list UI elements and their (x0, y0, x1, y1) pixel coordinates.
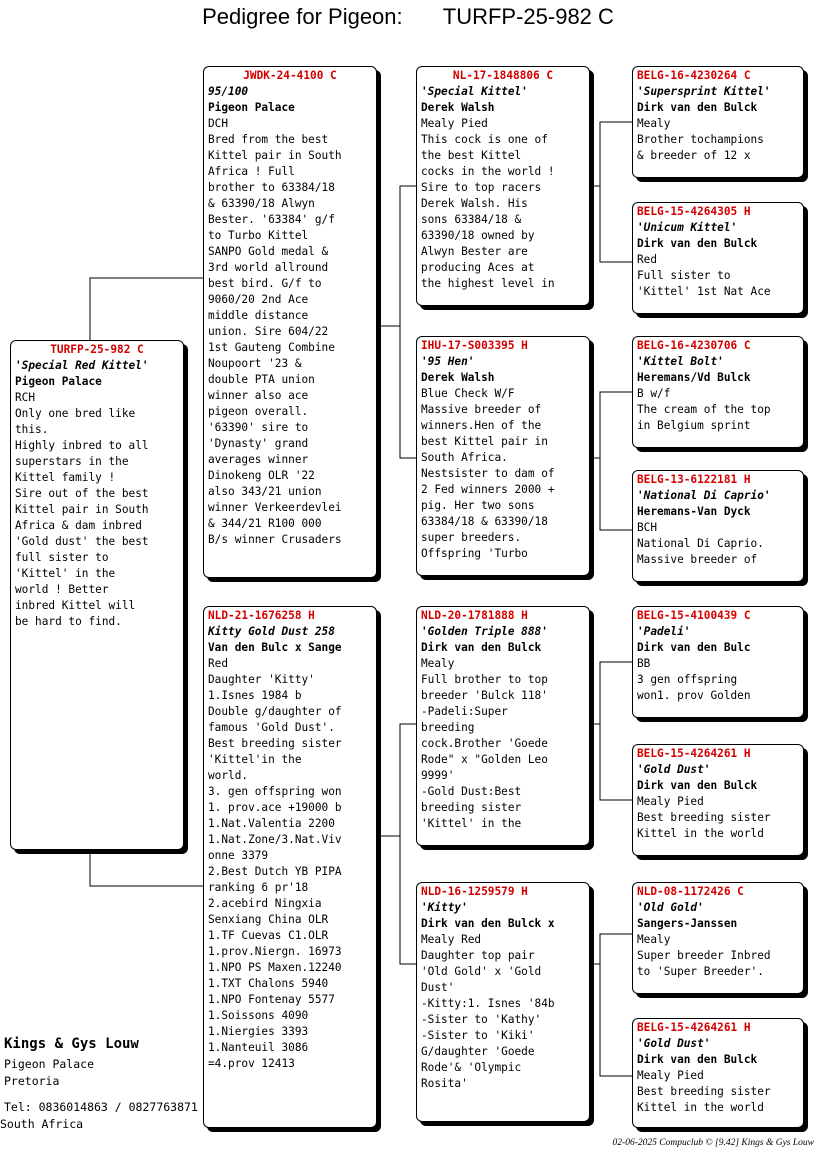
breeder: Heremans/Vd Bulck (637, 371, 751, 384)
owner-info (0, 1034, 198, 1133)
pigeon-name: 'Padeli' (637, 625, 691, 638)
color: Red (208, 657, 229, 670)
notes: Daughter top pair 'Old Gold' x 'Gold Dust' -Kitty:1. Isnes '84b -Sister to 'Kathy' -Sister to 'Kiki' G/daughter 'Goede Rode'& 'Olympic Rosita' (421, 949, 555, 1090)
notes: Brother tochampions & breeder of 12 x (637, 133, 764, 162)
ring-number: JWDK-24-4100 C (243, 69, 337, 82)
notes: Best breeding sister Kittel in the world (637, 1085, 771, 1114)
pigeon-card-dam[interactable] (203, 606, 377, 1128)
ring-number: NLD-20-1781888 H (421, 609, 528, 622)
pigeon-name: Kitty Gold Dust 258 (208, 625, 335, 638)
pigeon-name: 'Old Gold' (637, 901, 704, 914)
breeder: Dirk van den Bulck (637, 1053, 758, 1066)
pigeon-name: 'Gold Dust' (637, 1037, 711, 1050)
pigeon-card-ds[interactable] (416, 606, 590, 846)
ring-number: NL-17-1848806 C (452, 69, 554, 82)
pigeon-card-ss[interactable] (416, 66, 590, 306)
breeder: Dirk van den Bulck x (421, 917, 555, 930)
ring-number: NLD-21-1676258 H (208, 609, 315, 622)
ring-number: BELG-15-4100439 C (637, 609, 751, 622)
color: Mealy Pied (637, 795, 704, 808)
ring-number: TURFP-25-982 C (50, 343, 144, 356)
notes: Best breeding sister Kittel in the world (637, 811, 771, 840)
pigeon-card-sss[interactable] (632, 66, 804, 178)
notes: National Di Caprio. Massive breeder of (637, 537, 764, 566)
pigeon-card-sire[interactable] (203, 66, 377, 578)
breeder: Dirk van den Bulc (637, 641, 751, 654)
ring-number: BELG-16-4230264 C (637, 69, 751, 82)
pigeon-card-ddd[interactable] (632, 1018, 804, 1128)
ring-number: BELG-15-4264261 H (637, 1021, 751, 1034)
breeder: Dirk van den Bulck (637, 237, 758, 250)
breeder: Pigeon Palace (208, 101, 295, 114)
pigeon-name: 'Special Kittel' (421, 85, 528, 98)
title-label: Pedigree for Pigeon: (202, 4, 403, 29)
notes: 3 gen offspring won1. prov Golden (637, 673, 751, 702)
breeder: Dirk van den Bulck (637, 779, 758, 792)
breeder: Derek Walsh (421, 371, 495, 384)
color: Mealy Pied (421, 117, 488, 130)
pigeon-card-ssd[interactable] (632, 202, 804, 314)
notes: Full brother to top breeder 'Bulck 118' -Padeli:Super breeding cock.Brother 'Goede Rode" x "Golden Leo 9999' -Gold Dust:Best breeding sister 'Kittel' in the (421, 673, 548, 830)
pigeon-name: 'National Di Caprio' (637, 489, 771, 502)
notes: Massive breeder of winners.Hen of the best Kittel pair in South Africa. Nestsister to dam of 2 Fed winners 2000 + pig. Her two sons 63384/18 & 63390/18 super breeders. Offspring 'Turbo (421, 403, 555, 560)
owner-name: Kings & Gys Louw (4, 1036, 139, 1052)
color: Mealy (421, 657, 455, 670)
title-ring: TURFP-25-982 C (442, 4, 614, 29)
breeder: Dirk van den Bulck (637, 101, 758, 114)
color: DCH (208, 117, 229, 130)
notes: The cream of the top in Belgium sprint (637, 403, 771, 432)
ring-number: BELG-16-4230706 C (637, 339, 751, 352)
breeder: Sangers-Janssen (637, 917, 738, 930)
notes: Full sister to 'Kittel' 1st Nat Ace (637, 269, 771, 298)
color: Blue Check W/F (421, 387, 515, 400)
breeder: Heremans-Van Dyck (637, 505, 751, 518)
notes: Bred from the best Kittel pair in South Africa ! Full brother to 63384/18 & 63390/18 Alwyn Bester. '63384' g/f to Turbo Kittel SANPO Gold medal & 3rd world allround best bird. G/f to 9060/20 2nd Ace middle distance union. Sire 604/22 1st Gauteng Combine Noupoort '23 & double PTA union winner also ace pigeon overall. '63390' sire to 'Dynasty' grand averages winner Dinokeng OLR '22 also 343/21 union winner Verkeerdevlei & 344/21 R100 000 B/s winner Crusaders (208, 133, 342, 546)
notes: Only one bred like this. Highly inbred to all superstars in the Kittel family ! Sire out of the best Kittel pair in South Africa & dam inbred 'Gold dust' the best full sister to 'Kittel' in the world ! Better inbred Kittel will be hard to find. (15, 407, 149, 628)
pigeon-name: 95/100 (208, 85, 249, 98)
color: Red (637, 253, 658, 266)
pigeon-name: 'Kittel Bolt' (637, 355, 724, 368)
notes: This cock is one of the best Kittel cocks in the world ! Sire to top racers Derek Walsh. His sons 63384/18 & 63390/18 owned by Alwyn Bester are producing Aces at the highest level in (421, 133, 555, 290)
pigeon-card-dds[interactable] (632, 882, 804, 994)
pigeon-name: 'Gold Dust' (637, 763, 711, 776)
pigeon-name: '95 Hen' (421, 355, 475, 368)
pigeon-name: 'Golden Triple 888' (421, 625, 548, 638)
color: Mealy (637, 933, 671, 946)
ring-number: NLD-16-1259579 H (421, 885, 528, 898)
breeder: Pigeon Palace (15, 375, 102, 388)
pigeon-card-sds[interactable] (632, 336, 804, 448)
pigeon-name: 'Unicum Kittel' (637, 221, 738, 234)
ring-number: BELG-13-6122181 H (637, 473, 751, 486)
color: B w/f (637, 387, 671, 400)
ring-number: NLD-08-1172426 C (637, 885, 744, 898)
pigeon-card-dss[interactable] (632, 606, 804, 718)
pigeon-name: 'Supersprint Kittel' (637, 85, 771, 98)
pigeon-card-sdd[interactable] (632, 470, 804, 582)
ring-number: IHU-17-S003395 H (421, 339, 528, 352)
pigeon-card-dsd[interactable] (632, 744, 804, 856)
color: Mealy Red (421, 933, 482, 946)
owner-loft: Pigeon Palace (4, 1057, 95, 1071)
owner-city: Pretoria (4, 1074, 60, 1088)
color: BCH (637, 521, 658, 534)
breeder: Van den Bulc x Sange (208, 641, 342, 654)
ring-number: BELG-15-4264261 H (637, 747, 751, 760)
color: RCH (15, 391, 36, 404)
pigeon-name: 'Kitty' (421, 901, 468, 914)
pigeon-card-subject[interactable] (10, 340, 184, 850)
owner-country: South Africa (0, 1117, 84, 1131)
ring-number: BELG-15-4264305 H (637, 205, 751, 218)
notes: Super breeder Inbred to 'Super Breeder'. (637, 949, 771, 978)
breeder: Dirk van den Bulck (421, 641, 542, 654)
color: BB (637, 657, 651, 670)
owner-phone: Tel: 0836014863 / 0827763871 (4, 1100, 198, 1114)
pigeon-card-sd[interactable] (416, 336, 590, 576)
notes: Daughter 'Kitty' 1.Isnes 1984 b Double g/daughter of famous 'Gold Dust'. Best breeding sister 'Kittel'in the world. 3. gen offspring won 1. prov.ace +19000 b 1.Nat.Valentia 2200 1.Nat.Zone/3.Nat.Viv onne 3379 2.Best Dutch YB PIPA ranking 6 pr'18 2.acebird Ningxia Senxiang China OLR 1.TF Cuevas C1.OLR 1.prov.Niergn. 16973 1.NPO PS Maxen.12240 1.TXT Chalons 5940 1.NPO Fontenay 5577 1.Soissons 4090 1.Niergies 3393 1.Nanteuil 3086 =4.prov 12413 (208, 673, 342, 1070)
pigeon-name: 'Special Red Kittel' (15, 359, 149, 372)
footer-credits: 02-06-2025 Compuclub © [9.42] Kings & Gys Louw (612, 1138, 814, 1148)
color: Mealy (637, 117, 671, 130)
color: Mealy Pied (637, 1069, 704, 1082)
pigeon-card-dd[interactable] (416, 882, 590, 1122)
breeder: Derek Walsh (421, 101, 495, 114)
